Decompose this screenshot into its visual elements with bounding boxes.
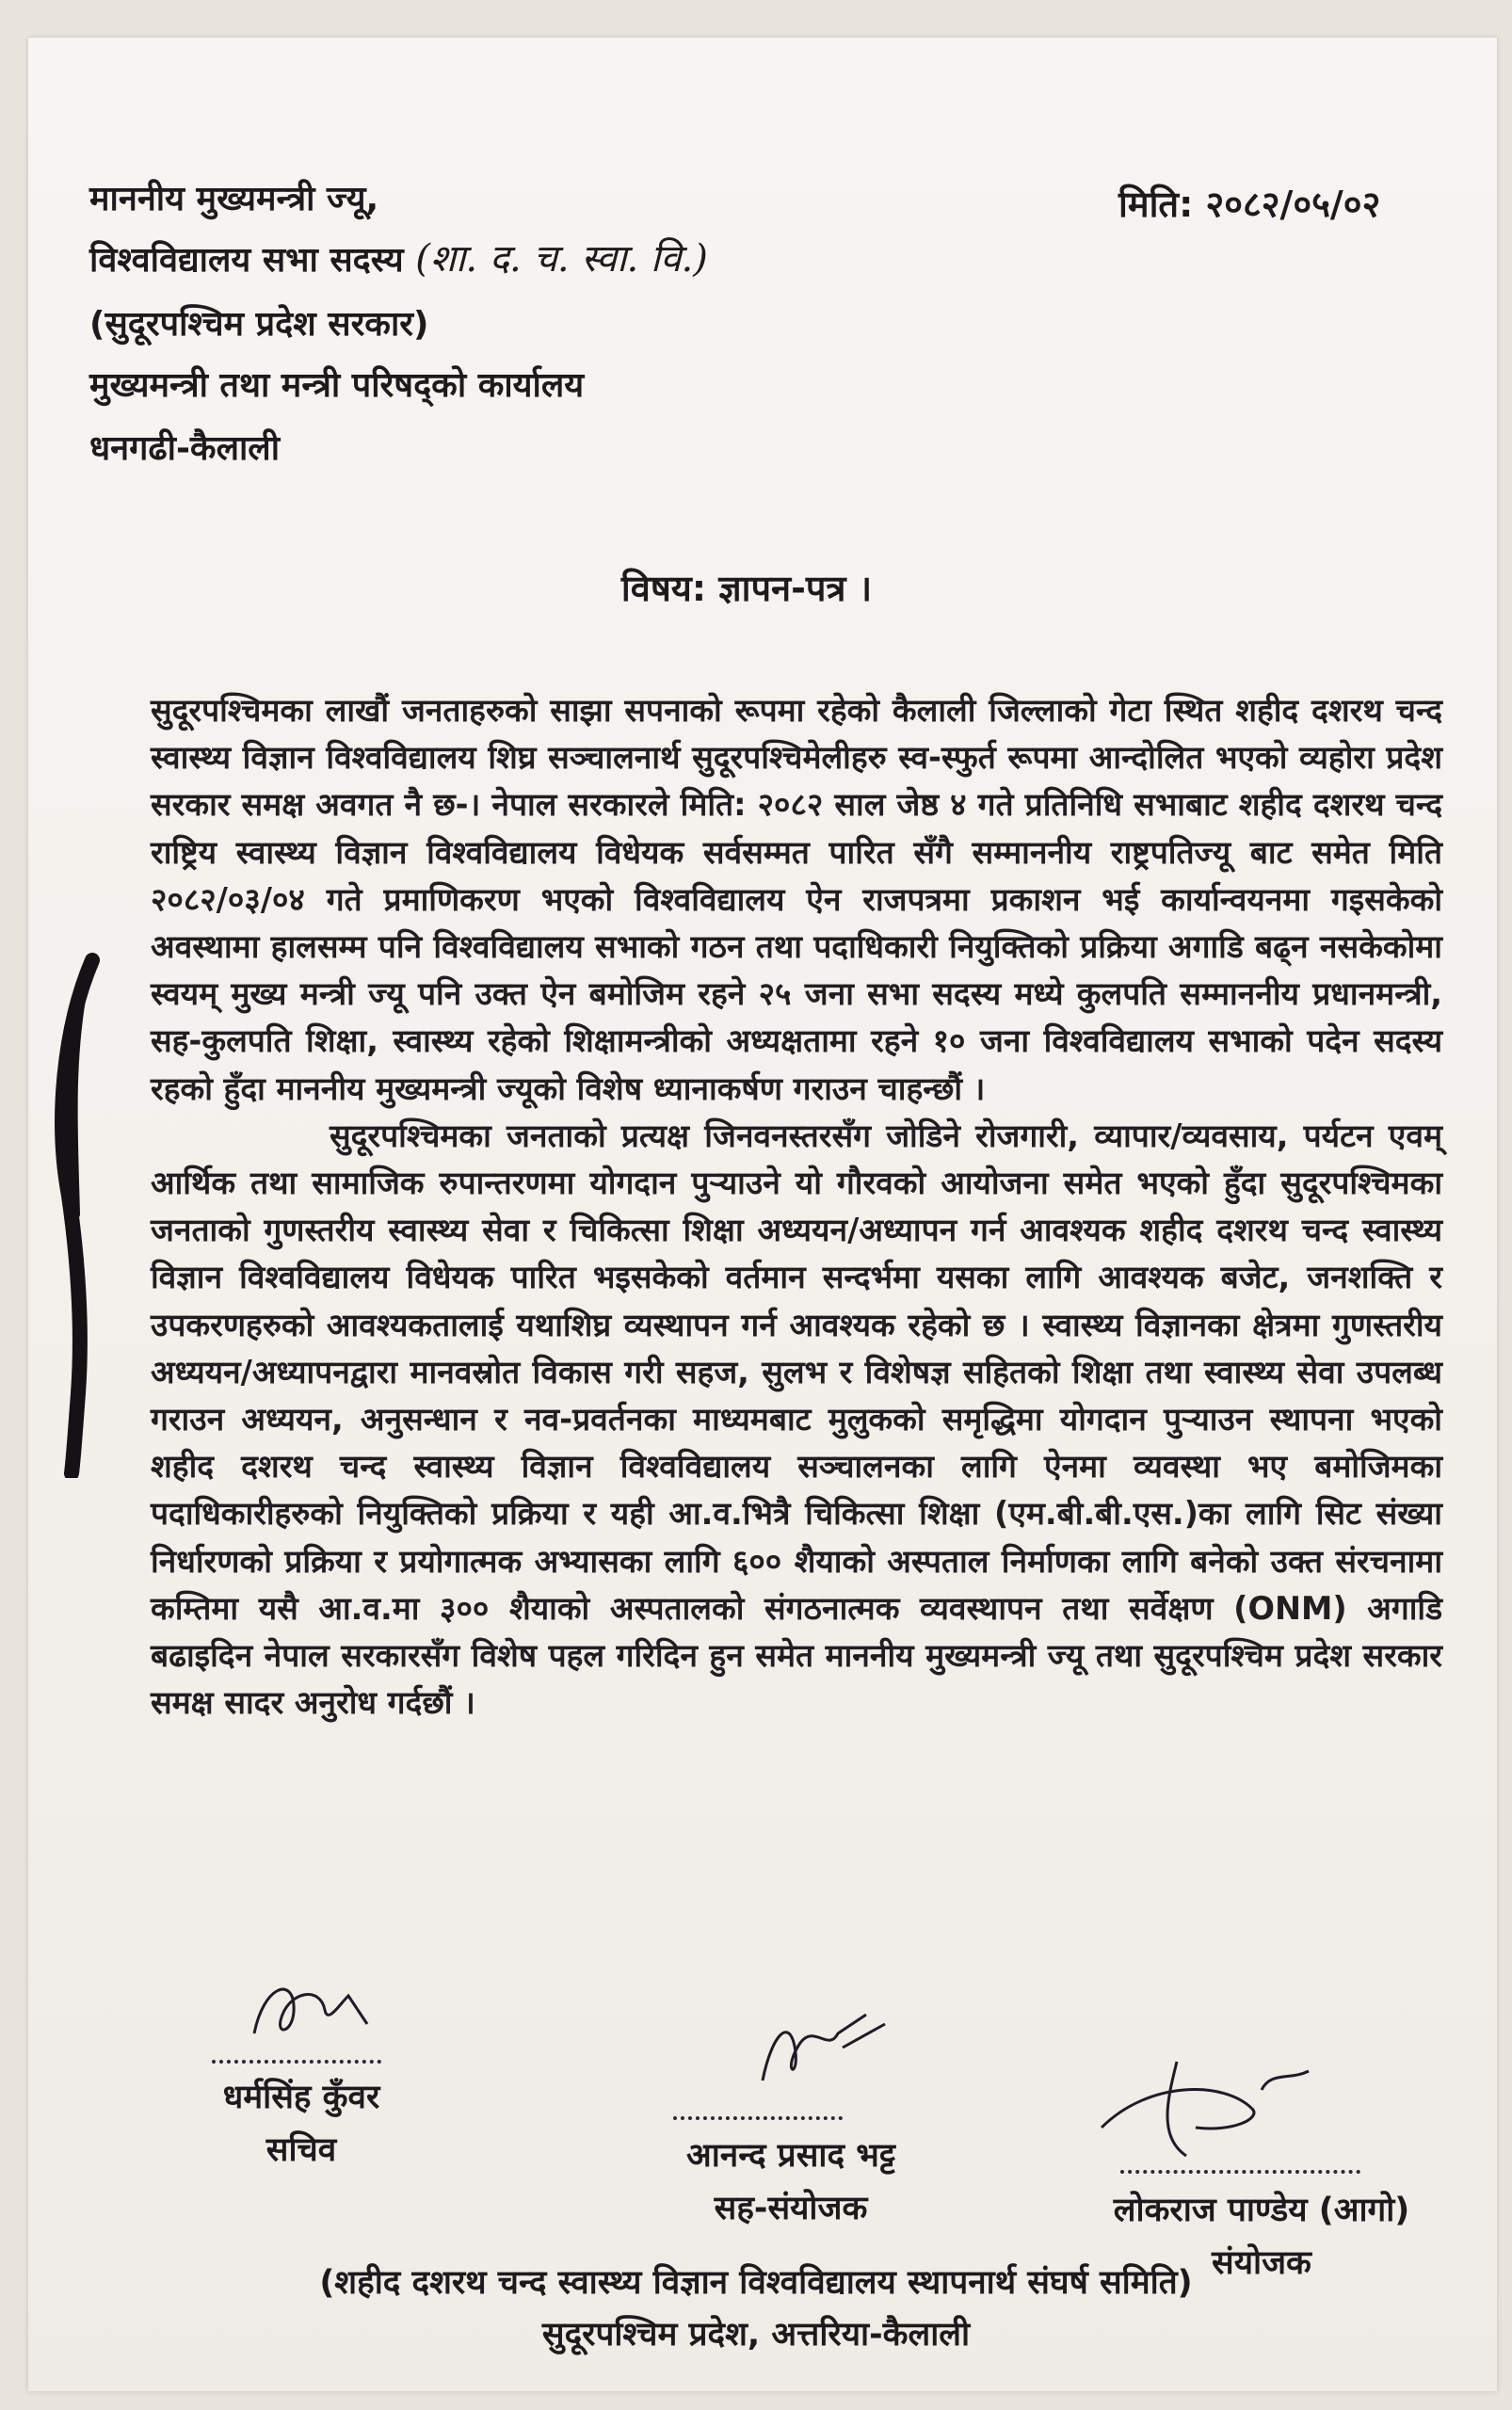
signature-secretary (235, 1968, 386, 2052)
signatory-name: आनन्द प्रसाद भट्ट (686, 2137, 895, 2175)
signature-line-coordinator (1120, 2170, 1360, 2174)
signature-line-secretary (212, 2060, 381, 2064)
letter-subject (0, 563, 1512, 612)
letter-date: मिति: २०८२/०५/०२ (1118, 184, 1381, 225)
signatory-title: संयोजक (1212, 2244, 1311, 2282)
recipient-role-text: विश्वविद्यालय सभा सदस्य (89, 241, 404, 280)
recipient-role (89, 231, 708, 282)
letter-subject-text: विषय: ज्ञापन-पत्र । (620, 568, 873, 609)
recipient-location: धनगढी-कैलाली (89, 429, 281, 468)
committee-address: सुदूरपश्चिम प्रदेश, अत्तरिया-कैलाली (541, 2316, 971, 2354)
signature-line-co-coordinator (673, 2116, 843, 2120)
recipient-office: मुख्यमन्त्री तथा मन्त्री परिषद्को कार्यालय (89, 366, 585, 405)
signature-co-coordinator (744, 1996, 904, 2099)
recipient-salutation: माननीय मुख्यमन्त्री ज्यू, (89, 180, 379, 218)
signatory-name: लोकराज पाण्डेय (आगो) (1113, 2192, 1410, 2229)
letter-body (151, 687, 1442, 1727)
signatory-title: सह-संयोजक (714, 2190, 868, 2227)
signature-coordinator (1073, 2043, 1318, 2165)
signatory-secretary (202, 2071, 400, 2177)
signatory-title: सचिव (265, 2131, 337, 2169)
committee-name: (शहीद दशरथ चन्द स्वास्थ्य विज्ञान विश्वविद्यालय स्थापनार्थ संघर्ष समिति) (319, 2264, 1193, 2302)
body-paragraph-1: सुदूरपश्चिमका लाखौं जनताहरुको साझा सपनाको रूपमा रहेको कैलाली जिल्लाको गेटा स्थित शहीद दशरथ चन्द स्वास्थ्य विज्ञान विश्वविद्यालय शिघ्र सञ्चालनार्थ सुदूरपश्चिमेलीहरु स्व-स्फुर्त रूपमा आन्दोलित भएको व्यहोरा प्रदेश सरकार समक्ष अवगत नै छ-। नेपाल सरकारले मिति: २०८२ साल जेष्ठ ४ गते प्रतिनिधि सभाबाट शहीद दशरथ चन्द राष्ट्रिय स्वास्थ्य विज्ञान विश्वविद्यालय विधेयक सर्वसम्मत पारित सँगै सम्माननीय राष्ट्रपतिज्यू बाट समेत मिति २०८२/०३/०४ गते प्रमाणिकरण भएको विश्वविद्यालय ऐन राजपत्रमा प्रकाशन भई कार्यान्वयनमा गइसकेको अवस्थामा हालसम्म पनि विश्वविद्यालय सभाको गठन तथा पदाधिकारी नियुक्तिको प्रक्रिया अगाडि बढ्न नसकेकोमा स्वयम् मुख्य मन्त्री ज्यू पनि उक्त ऐन बमोजिम रहने २५ जना सभा सदस्य मध्ये कुलपति सम्माननीय प्रधानमन्त्री, सह-कुलपति शिक्षा, स्वास्थ्य रहेको शिक्षामन्त्रीको अध्यक्षतामा रहने १० जना विश्वविद्यालय सभाको पदेन सदस्य रहको हुँदा माननीय मुख्यमन्त्री ज्यूको विशेष ध्यानाकर्षण गराउन चाहन्छौं । (151, 692, 1442, 1107)
pen-scribble-mark (26, 951, 111, 1478)
signatory-name: धर्मसिंह कुँवर (222, 2079, 380, 2116)
recipient-government: (सुदूरपश्चिम प्रदेश सरकार) (89, 305, 429, 344)
body-paragraph-2: सुदूरपश्चिमका जनताको प्रत्यक्ष जिनवनस्तरसँग जोडिने रोजगारी, व्यापार/व्यवसाय, पर्यटन एवम् आर्थिक तथा सामाजिक रुपान्तरणमा योगदान पुऱ्याउने यो गौरवको आयोजना समेत भएको हुँदा सुदूरपश्चिमका जनताको गुणस्तरीय स्वास्थ्य सेवा र चिकित्सा शिक्षा अध्ययन/अध्यापन गर्न आवश्यक शहीद दशरथ चन्द स्वास्थ्य विज्ञान विश्वविद्यालय विधेयक पारित भइसकेको वर्तमान सन्दर्भमा यसका लागि आवश्यक बजेट, जनशक्ति र उपकरणहरुको आवश्यकतालाई यथाशिघ्र व्यस्थापन गर्न आवश्यक रहेको छ । स्वास्थ्य विज्ञानका क्षेत्रमा गुणस्तरीय अध्ययन/अध्यापनद्वारा मानवस्रोत विकास गरी सहज, सुलभ र विशेषज्ञ सहितको शिक्षा तथा स्वास्थ्य सेवा उपलब्ध गराउन अध्ययन, अनुसन्धान र नव-प्रवर्तनका माध्यमबाट मुलुकको समृद्धिमा योगदान पुऱ्याउन स्थापना भएको शहीद दशरथ चन्द स्वास्थ्य विज्ञान विश्वविद्यालय सञ्चालनका लागि ऐनमा व्यवस्था भए बमोजिमका पदाधिकारीहरुको नियुक्तिको प्रक्रिया र यही आ.व.भित्रै चिकित्सा शिक्षा (एम.बी.बी.एस.)का लागि सिट संख्या निर्धारणको प्रक्रिया र प्रयोगात्मक अभ्यासका लागि ६०० शैयाको अस्पताल निर्माणका लागि बनेको उक्त संरचनामा कम्तिमा यसै आ.व.मा ३०० शैयाको अस्पतालको संगठनात्मक व्यवस्थापन तथा सर्वेक्षण (ONM) अगाडि बढाइदिन नेपाल सरकारसँग विशेष पहल गरिदिन हुन समेत माननीय मुख्यमन्त्री ज्यू तथा सुदूरपश्चिम प्रदेश सरकार समक्ष सादर अनुरोध गर्दछौं । (151, 1117, 1442, 1722)
recipient-role-handwritten: (शा. द. च. स्वा. वि.) (415, 237, 708, 281)
signatory-co-coordinator (640, 2129, 941, 2235)
